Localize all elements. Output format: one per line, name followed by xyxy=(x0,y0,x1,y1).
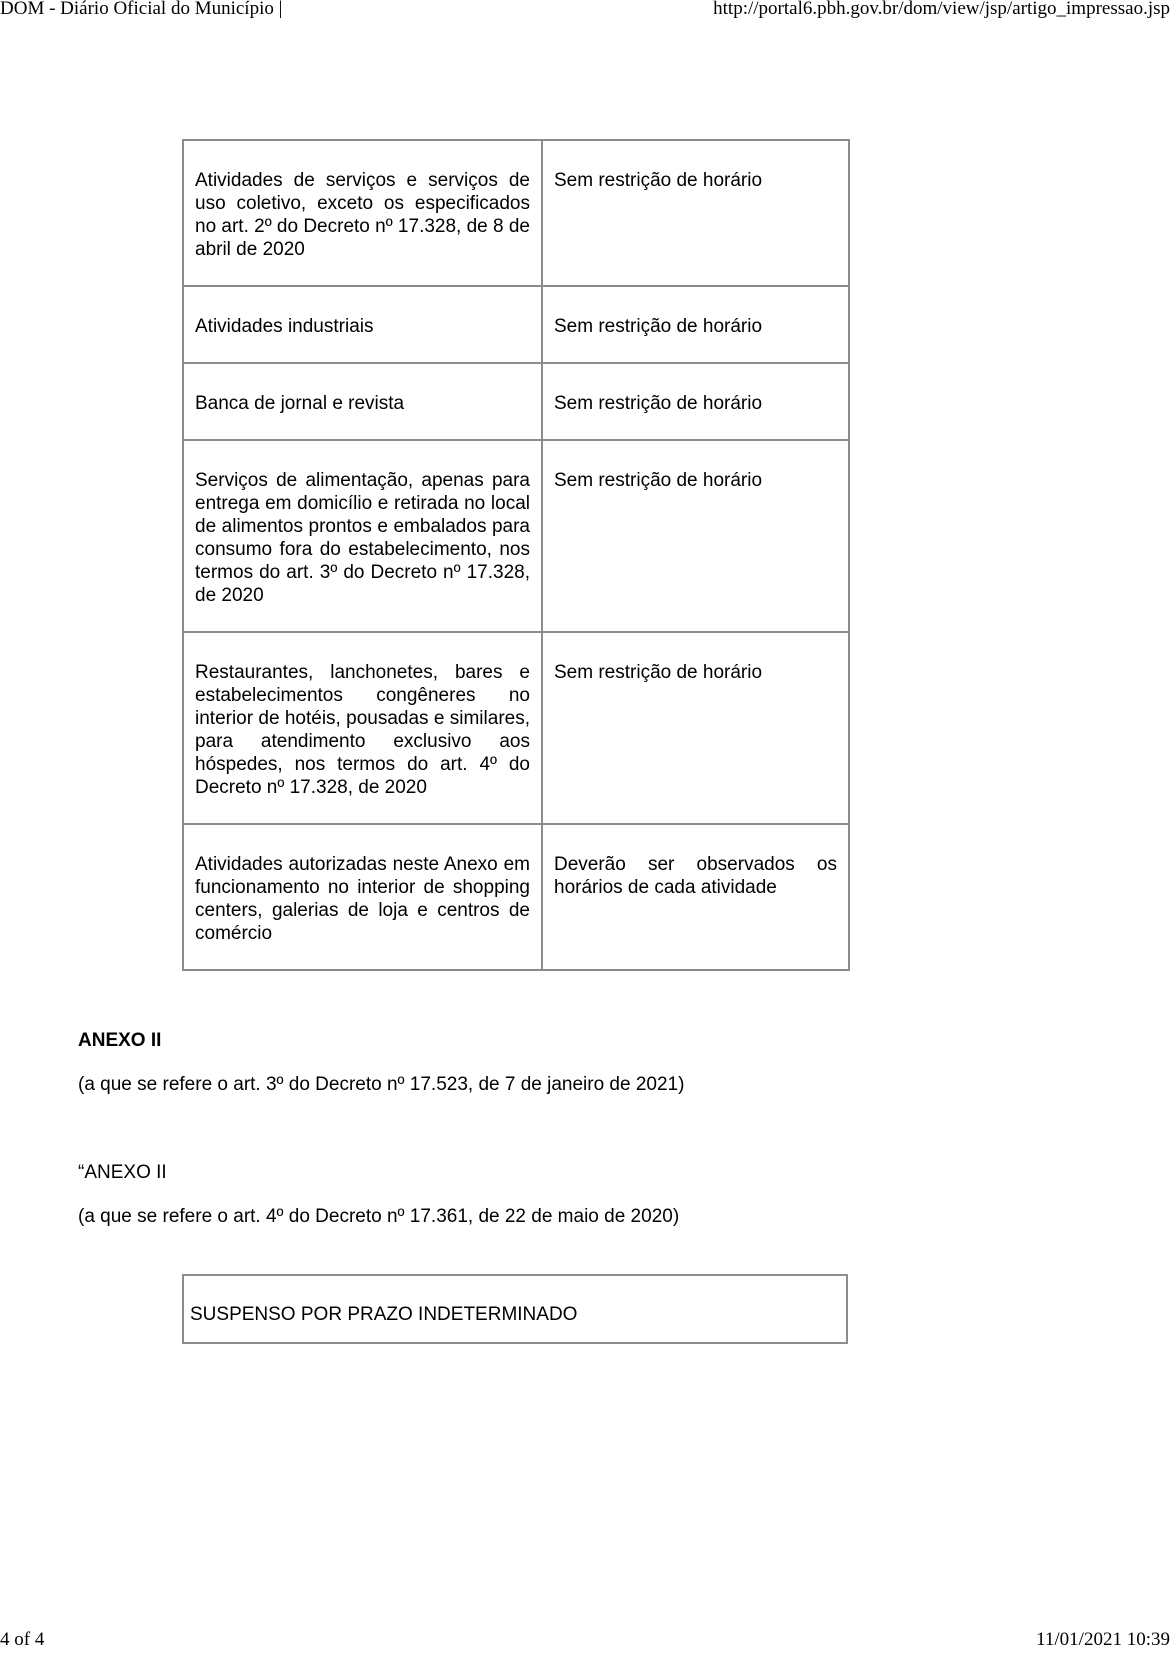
table-row xyxy=(183,632,849,824)
table-row xyxy=(183,286,849,363)
activity-cell: Serviços de alimentação, apenas para entrega em domicílio e retirada no local de alimentos prontos e embalados para consumo fora do estabelecimento, nos termos do art. 3º do Decreto nº 17.328, de 2020 xyxy=(183,440,542,632)
hours-cell: Sem restrição de horário xyxy=(542,632,849,824)
table-row xyxy=(183,363,849,440)
hours-cell: Deverão ser observados os horários de cada atividade xyxy=(542,824,849,970)
hours-cell: Sem restrição de horário xyxy=(542,363,849,440)
activity-cell: Atividades industriais xyxy=(183,286,542,363)
print-footer-datetime: 11/01/2021 10:39 xyxy=(1036,1629,1170,1650)
quoted-anexo-ii-title: “ANEXO II xyxy=(78,1162,167,1183)
suspended-notice-text: SUSPENSO POR PRAZO INDETERMINADO xyxy=(190,1304,578,1325)
table-row xyxy=(183,824,849,970)
table-row xyxy=(183,140,849,286)
hours-cell: Sem restrição de horário xyxy=(542,140,849,286)
print-header-url: http://portal6.pbh.gov.br/dom/view/jsp/artigo_impressao.jsp xyxy=(713,0,1170,19)
quoted-anexo-ii-reference: (a que se refere o art. 4º do Decreto nº 17.361, de 22 de maio de 2020) xyxy=(78,1206,680,1227)
activity-cell: Atividades autorizadas neste Anexo em funcionamento no interior de shopping centers, galerias de loja e centros de comércio xyxy=(183,824,542,970)
table-row xyxy=(183,440,849,632)
activity-hours-table xyxy=(182,139,850,971)
anexo-ii-reference: (a que se refere o art. 3º do Decreto nº 17.523, de 7 de janeiro de 2021) xyxy=(78,1074,685,1095)
activity-cell: Banca de jornal e revista xyxy=(183,363,542,440)
hours-cell: Sem restrição de horário xyxy=(542,440,849,632)
suspended-notice-box xyxy=(182,1274,848,1344)
print-header-title: DOM - Diário Oficial do Município | xyxy=(0,0,283,19)
activity-cell: Restaurantes, lanchonetes, bares e estabelecimentos congêneres no interior de hotéis, pousadas e similares, para atendimento exclusivo aos hóspedes, nos termos do art. 4º do Decreto nº 17.328, de 2020 xyxy=(183,632,542,824)
hours-cell: Sem restrição de horário xyxy=(542,286,849,363)
print-footer-page: 4 of 4 xyxy=(0,1629,45,1650)
anexo-ii-title: ANEXO II xyxy=(78,1030,162,1051)
activity-cell: Atividades de serviços e serviços de uso coletivo, exceto os especificados no art. 2º do Decreto nº 17.328, de 8 de abril de 2020 xyxy=(183,140,542,286)
